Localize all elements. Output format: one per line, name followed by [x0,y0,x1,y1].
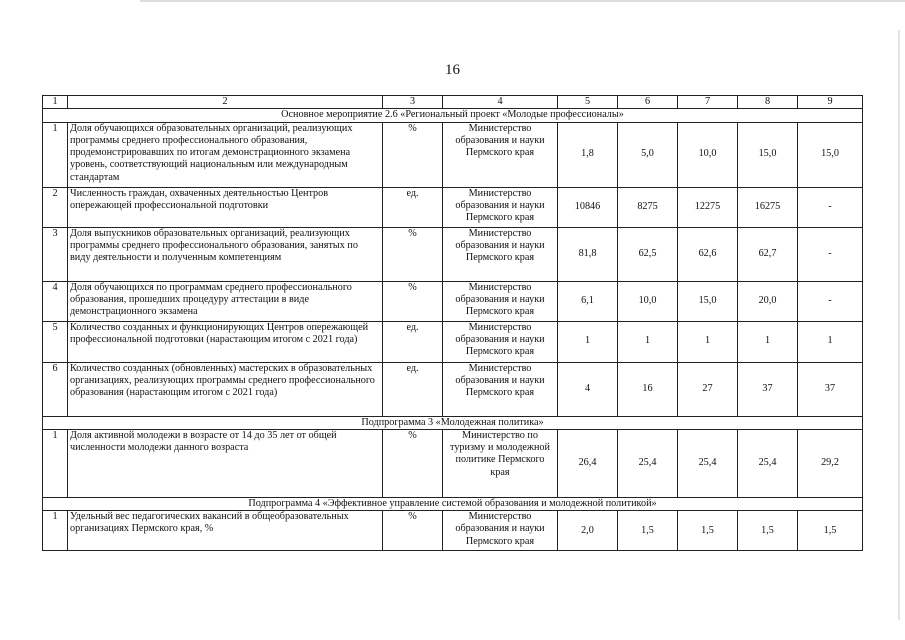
table-row [43,281,863,321]
indicator-name: Доля обучающихся образовательных организаций, реализующих программы среднего профессионального образования, продемонстрировавших по итогам демонстрационного экзамена уровень, соответствующий национальным или международным стандартам [68,122,383,187]
table-row [43,362,863,416]
unit: % [383,511,443,551]
indicators-table-container [42,95,862,551]
section-title-row [43,109,863,122]
value-col-8: 20,0 [738,281,798,321]
value-col-7: 12275 [678,187,738,227]
header-col-3: 3 [383,96,443,109]
indicator-name: Численность граждан, охваченных деятельностью Центров опережающей профессиональной подготовки [68,187,383,227]
row-number: 2 [43,187,68,227]
unit: ед. [383,187,443,227]
value-col-6: 16 [618,362,678,416]
unit: ед. [383,321,443,362]
value-col-6: 8275 [618,187,678,227]
section-title-row [43,416,863,429]
unit: % [383,429,443,497]
value-col-6: 10,0 [618,281,678,321]
value-col-7: 15,0 [678,281,738,321]
value-col-5: 4 [558,362,618,416]
header-col-8: 8 [738,96,798,109]
table-row [43,187,863,227]
section-title: Подпрограмма 3 «Молодежная политика» [43,416,863,429]
table-body [43,96,863,551]
section-title: Основное мероприятие 2.6 «Региональный проект «Молодые профессионалы» [43,109,863,122]
scan-edge-top [140,0,905,2]
value-col-7: 1 [678,321,738,362]
header-col-9: 9 [798,96,863,109]
table-row [43,429,863,497]
value-col-5: 1,8 [558,122,618,187]
responsible-org: Министерство по туризму и молодежной политике Пермского края [443,429,558,497]
value-col-7: 27 [678,362,738,416]
value-col-9: 15,0 [798,122,863,187]
row-number: 4 [43,281,68,321]
value-col-5: 1 [558,321,618,362]
header-col-4: 4 [443,96,558,109]
unit: ед. [383,362,443,416]
row-number: 1 [43,429,68,497]
value-col-6: 1 [618,321,678,362]
header-col-1: 1 [43,96,68,109]
responsible-org: Министерство образования и науки Пермского края [443,362,558,416]
table-row [43,511,863,551]
value-col-9: 37 [798,362,863,416]
section-title-row [43,497,863,510]
header-col-2: 2 [68,96,383,109]
value-col-5: 26,4 [558,429,618,497]
value-col-9: 29,2 [798,429,863,497]
unit: % [383,122,443,187]
value-col-8: 25,4 [738,429,798,497]
indicator-name: Количество созданных (обновленных) мастерских в образовательных организациях, реализующих программы среднего профессионального образования (нарастающим итогом с 2021 года) [68,362,383,416]
indicator-name: Доля обучающихся по программам среднего профессионального образования, прошедших процедуру аттестации в виде демонстрационного экзамена [68,281,383,321]
row-number: 1 [43,511,68,551]
header-col-7: 7 [678,96,738,109]
table-row [43,227,863,281]
value-col-8: 15,0 [738,122,798,187]
value-col-6: 25,4 [618,429,678,497]
table-row [43,122,863,187]
value-col-9: - [798,281,863,321]
value-col-7: 25,4 [678,429,738,497]
value-col-8: 16275 [738,187,798,227]
indicators-table [42,95,863,551]
unit: % [383,227,443,281]
unit: % [383,281,443,321]
value-col-6: 5,0 [618,122,678,187]
value-col-9: - [798,227,863,281]
value-col-5: 10846 [558,187,618,227]
header-col-6: 6 [618,96,678,109]
value-col-8: 1 [738,321,798,362]
value-col-8: 62,7 [738,227,798,281]
responsible-org: Министерство образования и науки Пермского края [443,281,558,321]
section-title: Подпрограмма 4 «Эффективное управление системой образования и молодежной политикой» [43,497,863,510]
value-col-9: - [798,187,863,227]
responsible-org: Министерство образования и науки Пермского края [443,321,558,362]
value-col-5: 6,1 [558,281,618,321]
value-col-9: 1,5 [798,511,863,551]
indicator-name: Доля выпускников образовательных организаций, реализующих программы среднего профессионального образования, занятых по виду деятельности и полученным компетенциям [68,227,383,281]
indicator-name: Доля активной молодежи в возрасте от 14 до 35 лет от общей численности молодежи данного возраста [68,429,383,497]
value-col-8: 37 [738,362,798,416]
responsible-org: Министерство образования и науки Пермского края [443,511,558,551]
row-number: 3 [43,227,68,281]
value-col-7: 10,0 [678,122,738,187]
table-row [43,321,863,362]
row-number: 1 [43,122,68,187]
responsible-org: Министерство образования и науки Пермского края [443,227,558,281]
page-number: 16 [445,62,460,78]
table-header-row [43,96,863,109]
indicator-name: Удельный вес педагогических вакансий в общеобразовательных организациях Пермского края, % [68,511,383,551]
value-col-5: 81,8 [558,227,618,281]
row-number: 6 [43,362,68,416]
value-col-7: 1,5 [678,511,738,551]
responsible-org: Министерство образования и науки Пермского края [443,122,558,187]
header-col-5: 5 [558,96,618,109]
responsible-org: Министерство образования и науки Пермского края [443,187,558,227]
value-col-5: 2,0 [558,511,618,551]
indicator-name: Количество созданных и функционирующих Центров опережающей профессиональной подготовки (нарастающим итогом с 2021 года) [68,321,383,362]
value-col-6: 1,5 [618,511,678,551]
value-col-6: 62,5 [618,227,678,281]
row-number: 5 [43,321,68,362]
value-col-7: 62,6 [678,227,738,281]
value-col-8: 1,5 [738,511,798,551]
scan-edge-right [898,30,900,620]
value-col-9: 1 [798,321,863,362]
